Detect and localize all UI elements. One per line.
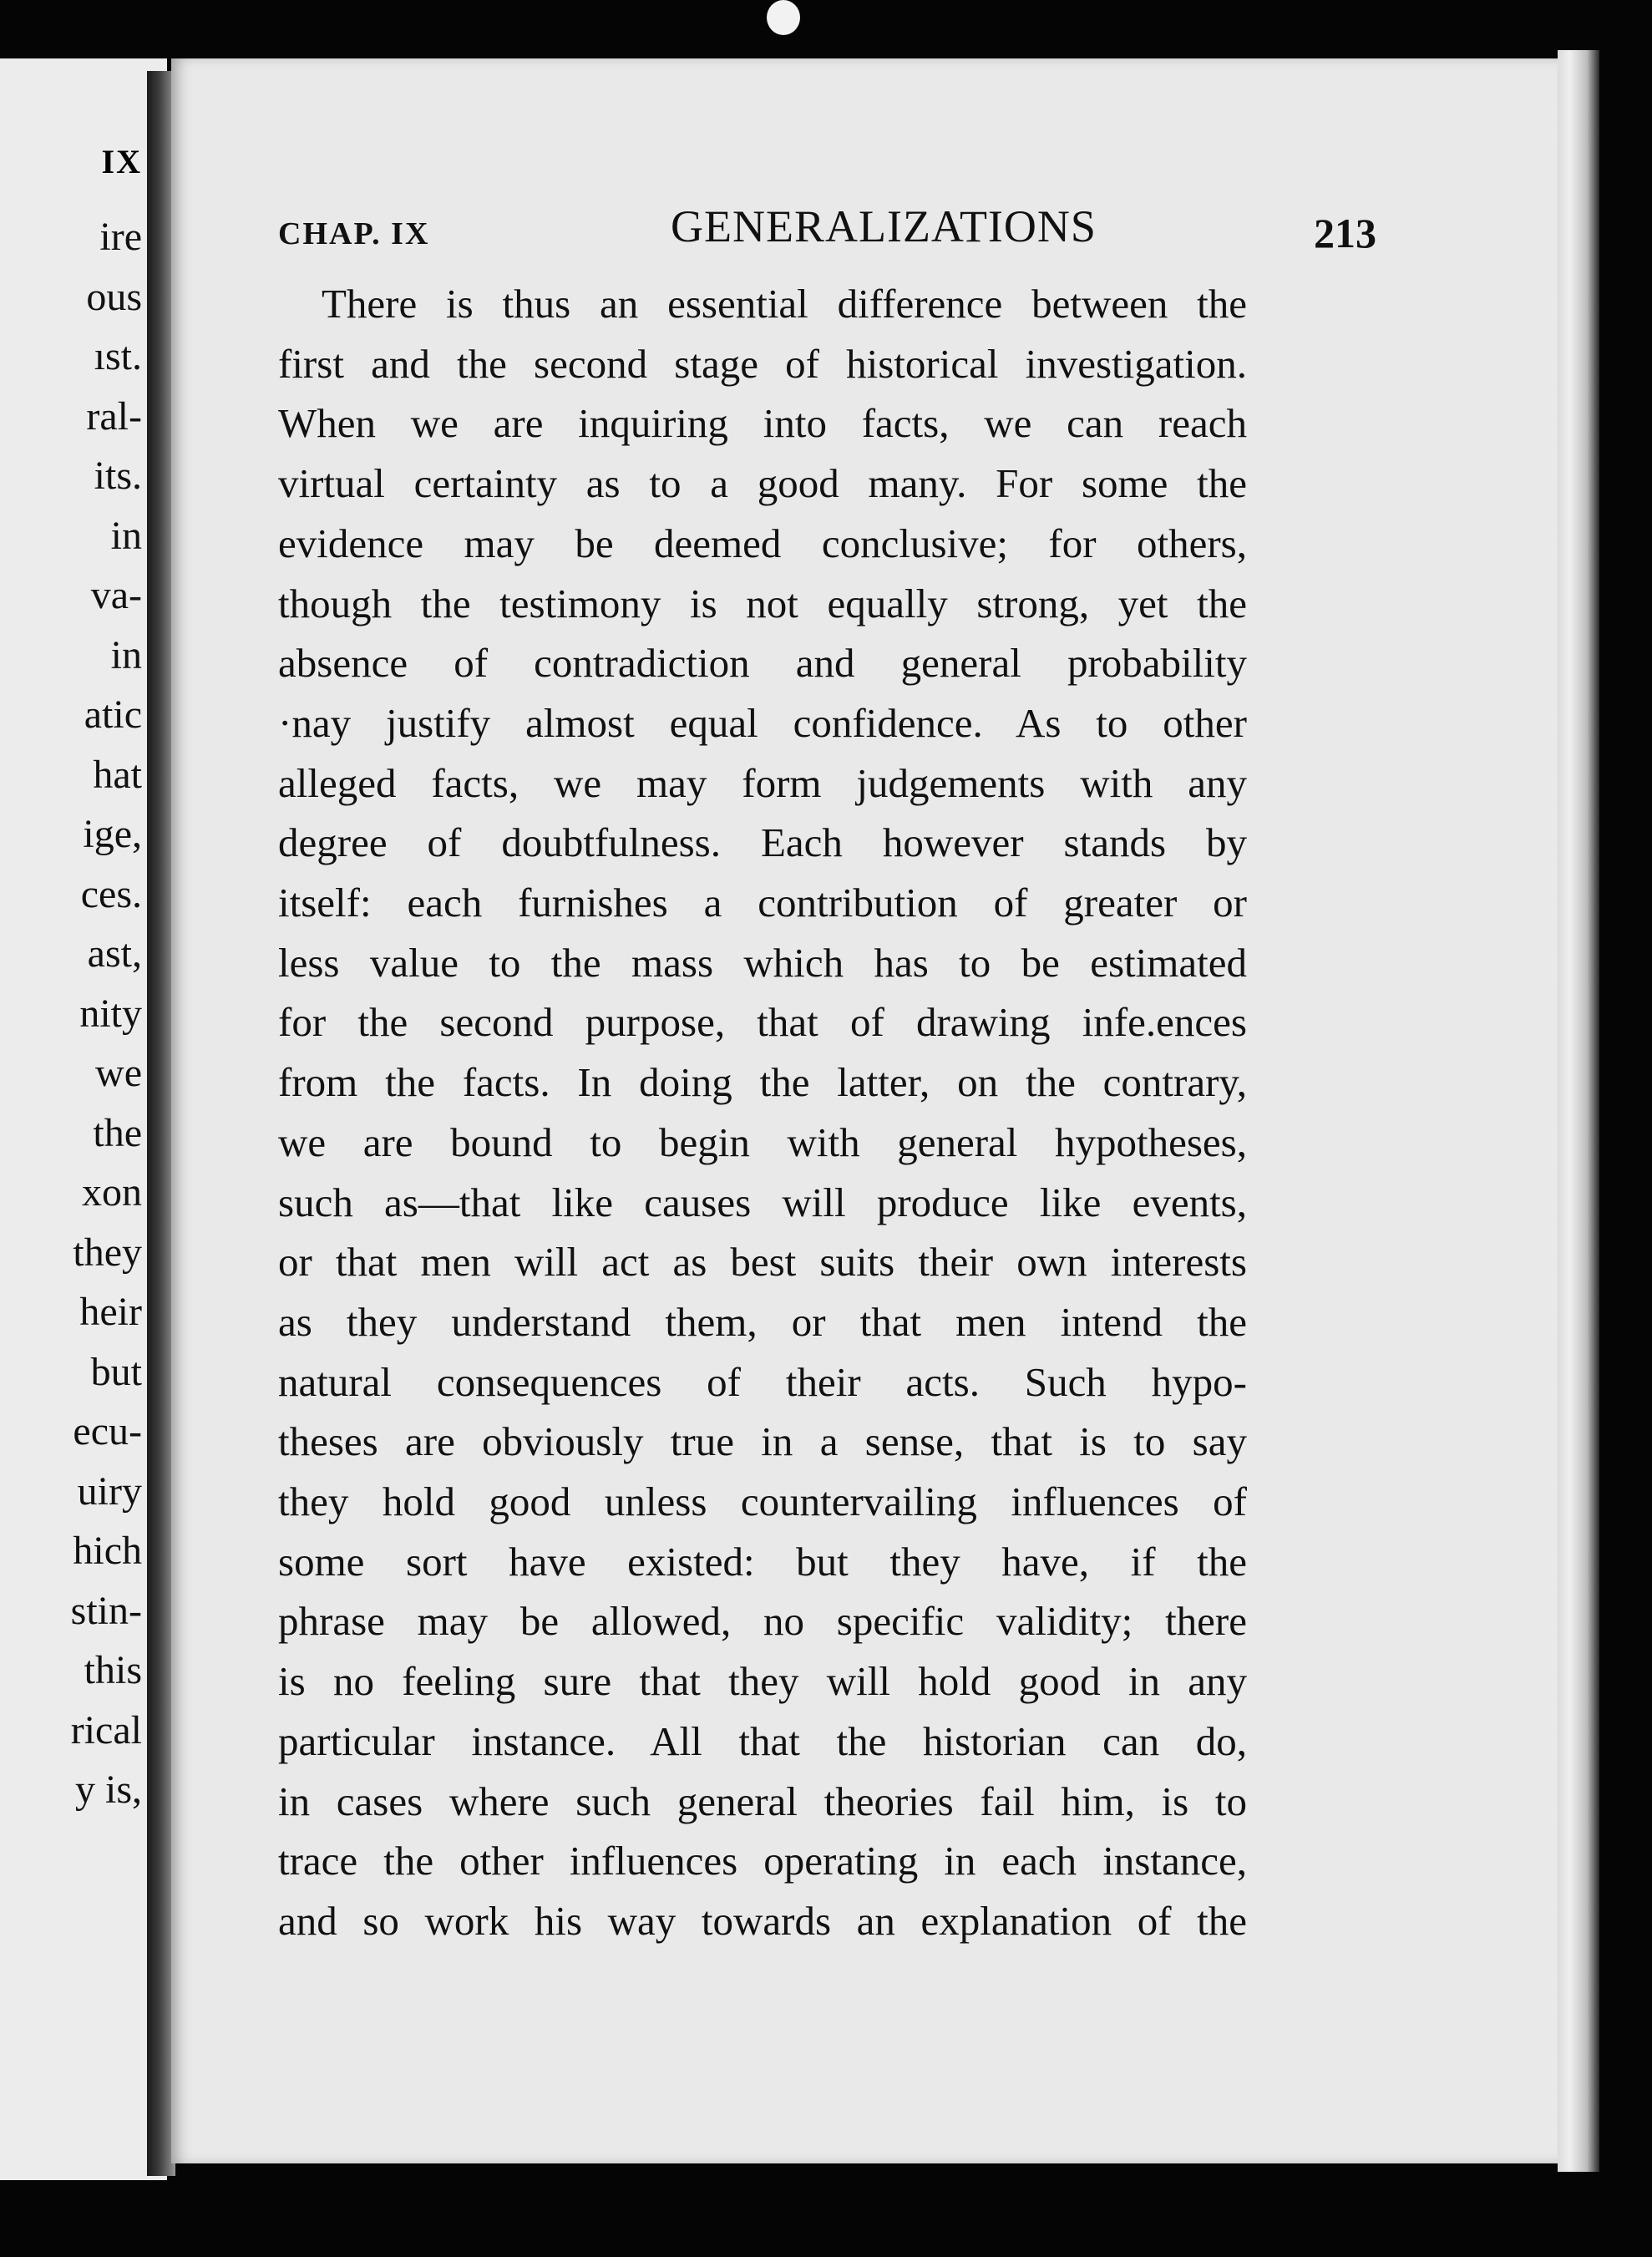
left-page-line: rical bbox=[70, 1707, 142, 1752]
body-line: virtual certainty as to a good many. For some the bbox=[278, 460, 1247, 507]
main-page bbox=[171, 58, 1558, 2163]
left-page-line: this bbox=[84, 1648, 142, 1692]
left-page-line: hich bbox=[73, 1529, 142, 1573]
left-page-line: ecu- bbox=[73, 1409, 142, 1453]
left-page-line: ıst. bbox=[94, 334, 142, 378]
left-page-line: nity bbox=[79, 991, 142, 1036]
body-line: There is thus an essential difference between the bbox=[322, 281, 1247, 327]
left-page-header: IX bbox=[101, 143, 142, 180]
running-head bbox=[278, 200, 1447, 267]
body-line: trace the other influences operating in each instance, bbox=[278, 1838, 1247, 1884]
body-line: though the testimony is not equally strong, yet the bbox=[278, 580, 1247, 626]
body-line: first and the second stage of historical investigation. bbox=[278, 340, 1247, 387]
body-line: for the second purpose, that of drawing infe.ences bbox=[278, 999, 1247, 1046]
body-line: alleged facts, we may form judgements with any bbox=[278, 759, 1247, 806]
left-page-line: ige, bbox=[83, 812, 142, 856]
left-page-line: uiry bbox=[77, 1468, 142, 1514]
left-page-line: atic bbox=[84, 692, 142, 737]
body-text bbox=[278, 274, 1247, 1951]
body-line: some sort have existed: but they have, if the bbox=[278, 1538, 1247, 1585]
left-page-line: they bbox=[73, 1230, 142, 1275]
body-line: or that men will act as best suits their own interests bbox=[278, 1239, 1247, 1286]
body-line: particular instance. All that the historian can do, bbox=[278, 1717, 1247, 1764]
left-page-line: the bbox=[93, 1110, 142, 1155]
body-line: we are bound to begin with general hypotheses, bbox=[278, 1118, 1247, 1165]
left-page-line: its. bbox=[94, 454, 142, 498]
left-page-line: hat bbox=[93, 752, 142, 797]
page-number: 213 bbox=[1314, 210, 1376, 256]
left-page-line: y is, bbox=[74, 1768, 142, 1812]
left-page-text bbox=[0, 207, 142, 1820]
scan-artifact bbox=[767, 0, 800, 35]
body-line: and so work his way towards an explanation of the bbox=[278, 1897, 1247, 1944]
body-line: degree of doubtfulness. Each however stands by bbox=[278, 819, 1247, 866]
left-page-line: ral- bbox=[86, 393, 142, 439]
body-line: from the facts. In doing the latter, on the contrary, bbox=[278, 1059, 1247, 1106]
left-facing-page bbox=[0, 58, 167, 2180]
body-line: evidence may be deemed conclusive; for others, bbox=[278, 520, 1247, 566]
left-page-line: va- bbox=[90, 573, 142, 617]
body-line: ·nay justify almost equal confidence. As to other bbox=[278, 699, 1247, 746]
body-line: is no feeling sure that they will hold good in any bbox=[278, 1658, 1247, 1705]
left-page-line: ces. bbox=[80, 871, 142, 916]
left-page-line: we bbox=[95, 1051, 142, 1095]
left-page-line: but bbox=[90, 1349, 142, 1394]
body-line: absence of contradiction and general probability bbox=[278, 640, 1247, 687]
left-page-line: in bbox=[110, 513, 142, 558]
body-line: natural consequences of their acts. Such hypo- bbox=[278, 1358, 1247, 1405]
left-page-line: stin- bbox=[70, 1588, 142, 1633]
left-page-line: heir bbox=[79, 1290, 142, 1334]
body-line: itself: each furnishes a contribution of greater or bbox=[278, 880, 1247, 926]
left-page-line: ire bbox=[99, 215, 142, 259]
body-line: When we are inquiring into facts, we can reach bbox=[278, 400, 1247, 447]
left-page-line: ous bbox=[86, 274, 142, 319]
body-line: phrase may be allowed, no specific validity; there bbox=[278, 1598, 1247, 1645]
body-line: less value to the mass which has to be estimated bbox=[278, 939, 1247, 986]
chapter-title: GENERALIZATIONS bbox=[671, 201, 1097, 251]
body-line: they hold good unless countervailing influences of bbox=[278, 1478, 1247, 1525]
body-line: such as—that like causes will produce like events, bbox=[278, 1179, 1247, 1225]
page-edge bbox=[1558, 50, 1599, 2172]
left-page-line: xon bbox=[82, 1170, 142, 1215]
left-page-line: ast, bbox=[87, 931, 142, 976]
body-line: as they understand them, or that men intend the bbox=[278, 1298, 1247, 1345]
chapter-label: CHAP. IX bbox=[278, 216, 430, 251]
left-page-line: in bbox=[110, 632, 142, 677]
body-line: theses are obviously true in a sense, that is to say bbox=[278, 1418, 1247, 1465]
body-line: in cases where such general theories fail him, is to bbox=[278, 1778, 1247, 1824]
